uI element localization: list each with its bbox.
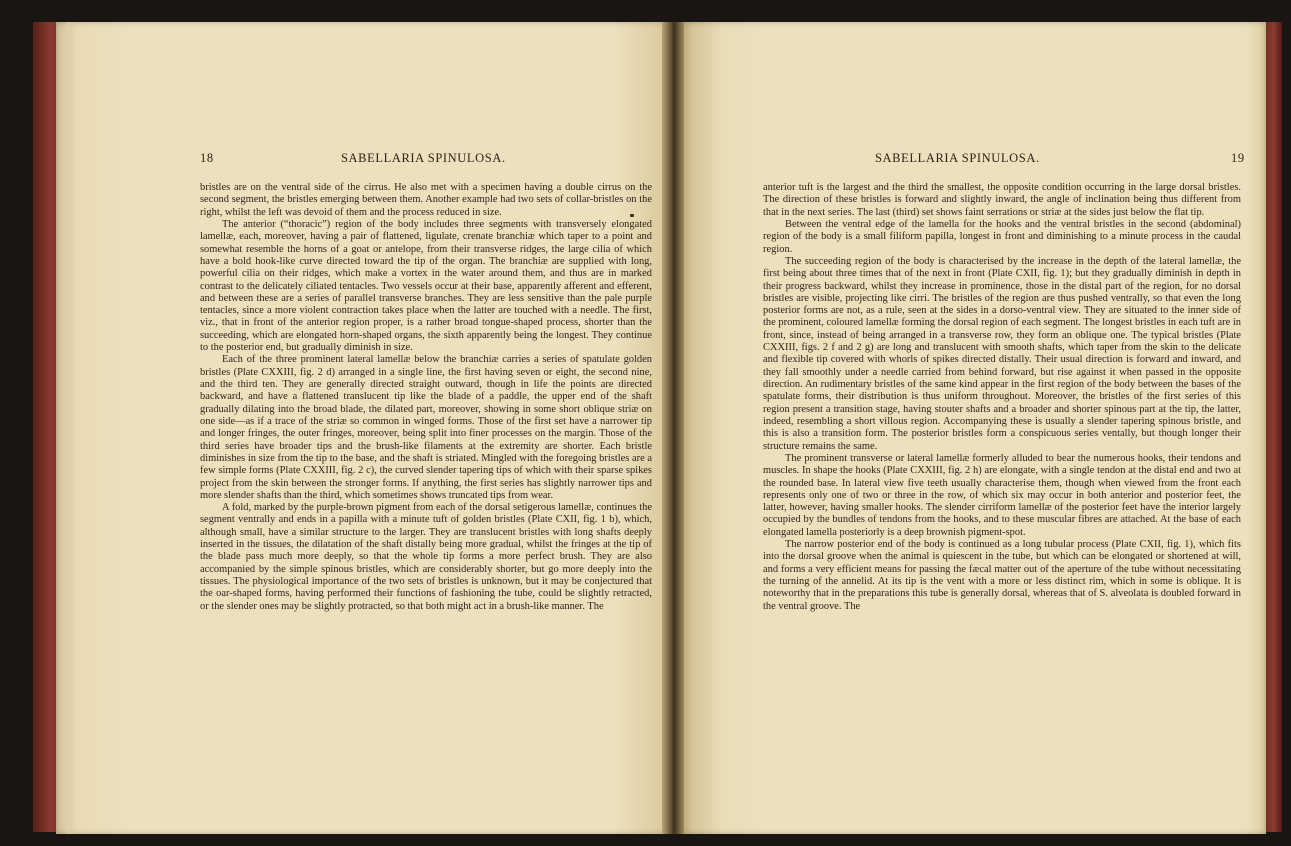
paragraph: The prominent transverse or lateral lamellæ formerly alluded to bear the numerous hooks, their tendons and muscles. In shape the hooks (Plate CXXIII, fig. 2 h) are elongate, with a single tendon at the distal end and two at the rounded base. In lateral view five teeth usually characterise them, though when viewed from the front each represents only one of two or three in the row, of which six may occur in both anterior and posterior feet, the latter, however, having smaller hooks. The slender cirriform lamellæ of the posterior feet have the interior largely occupied by the bundles of tendons from the hooks, and to these muscular fibres are attached. At the base of each elongated lamella posteriorly is a deep brownish pigment-spot. bbox=[763, 452, 1241, 538]
paragraph: The anterior (“thoracic”) region of the body includes three segments with transversely elongated lamellæ, each, moreover, having a pair of flattened, ligulate, crenate branchiæ which taper to a point and somewhat resemble the horns of a goat or antelope, from their transverse ridges, the large cilia of which have a bold hook-like curve directed toward the tip of the organ. The branchiæ are supplied with long, powerful cilia on their ridges, which make a vortex in the water around them, and thus are in marked contrast to the delicately ciliated tentacles. Two vessels occur at their base, apparently afferent and efferent, and between these are a series of parallel transverse branches. They are less sensitive than the pale purple tentacles, since a more violent contraction takes place when the latter are touched with a needle. The first, viz., that in front of the anterior region proper, is a rather broad tongue-shaped process, shorter than the succeeding, which are elongated horn-shaped organs, the sixth apparently being the longest. They continue to the posterior end, but gradually diminish in size. bbox=[200, 218, 652, 354]
left-page-body bbox=[200, 182, 652, 613]
right-page-body bbox=[763, 182, 1241, 613]
left-page bbox=[56, 22, 674, 834]
paragraph: The narrow posterior end of the body is continued as a long tubular process (Plate CXII, fig. 1), which fits into the dorsal groove when the animal is quiescent in the tube, but which can be elongated or shortened at will, and forms a very efficient means for passing the fæcal matter out of the aperture of the tube without necessitating the turning of the annelid. At its tip is the vent with a more or less distinct rim, which in some is oblique. It is noteworthy that in the preparations this tube is generally dorsal, whereas that of S. alveolata is doubled forward in the ventral groove. The bbox=[763, 539, 1241, 612]
left-page-number: 18 bbox=[200, 151, 214, 165]
paragraph: bristles are on the ventral side of the cirrus. He also met with a specimen having a double cirrus on the second segment, the bristles emerging between them. Another example had two sets of collar-bristles on the right, whilst the left was devoid of them and the process reduced in size. bbox=[200, 182, 652, 218]
right-page-header bbox=[677, 151, 1266, 167]
paragraph: Each of the three prominent lateral lamellæ below the branchiæ carries a series of spatulate golden bristles (Plate CXXIII, fig. 2 d) arranged in a single line, the first having seven or eight, the second nine, and the third ten. They are generally directed straight outward, though in life the points are directed backward, and have a flattened translucent tip like the blade of a paddle, the upper end of the shaft gradually dilating into the broad blade, the dilated part, moreover, showing in some short oblique striæ on one side—as if a trace of the striæ so common in winged forms. Those of the first set have a narrower tip and longer fringes, the outer fringes, moreover, being split into finer processes on the margin. Those of the third series have broader tips and the brush-like filaments at the extremity are shorter. Each bristle diminishes in size from the tip to the base, and the shaft is striated. Mingled with the foregoing bristles are a few simple forms (Plate CXXIII, fig. 2 c), the curved slender tapering tips of which with their sparse spikes project from the skin between the stronger forms. If anything, the first series has slightly narrower tips and more slender shafts than the third, which sometimes shows truncated tips from wear. bbox=[200, 354, 652, 501]
book-gutter bbox=[662, 22, 684, 834]
right-running-title: SABELLARIA SPINULOSA. bbox=[875, 151, 1040, 165]
paragraph: Between the ventral edge of the lamella for the hooks and the ventral bristles in the second (abdominal) region of the body is a small filiform papilla, longest in front and diminishing to a minute process in the caudal region. bbox=[763, 218, 1241, 255]
right-page bbox=[677, 22, 1266, 834]
paragraph: anterior tuft is the largest and the third the smallest, the opposite condition occurring in the large dorsal bristles. The direction of these bristles is forward and slightly inward, the angle of inclination being thus different from that in the next series. The last (third) set shows faint serrations or striæ at the sides just below the flat tip. bbox=[763, 182, 1241, 218]
right-page-number: 19 bbox=[1231, 151, 1245, 165]
stacked-page-edges bbox=[66, 22, 74, 834]
left-running-title: SABELLARIA SPINULOSA. bbox=[341, 151, 506, 165]
paragraph: The succeeding region of the body is characterised by the increase in the depth of the lateral lamellæ, the first being about three times that of the next in front (Plate CXII, fig. 1); but they gradually diminish in depth in their progress backward, whilst they increase in prominence, those in the distal part of the region, for no dorsal bristles are visible, projecting like cirri. The bristles of the region are thus pushed ventrally, so that even the long posterior forms are not, as a rule, seen at the sides in a dorso-ventral view. They are situated to the inner side of the prominent, coloured lamellæ forming the dorsal region of each segment. The longest bristles in each tuft are in front, since, instead of being arranged in a transverse row, they form an oblique one. The typical bristles (Plate CXXIII, figs. 2 f and 2 g) are long and translucent with smooth shafts, which taper from the skin to the delicate and flexible tip covered with whorls of spikes directed distally. Their usual direction is forward and inward, and they fall smoothly under a needle carried from behind forward, but rise against it when passed in the opposite direction. An rudimentary bristles of the same kind appear in the first region of the body between the bases of the spatulate forms, their distribution is thus uniform throughout. Moreover, the bristles of the first series of this region present a transition stage, having stouter shafts and a broader and shorter spinous part at the tip, the latter, indeed, resembling a short villous region. Accompanying these is usually a slender tapering spinous bristle, and this is also a transition form. The posterior bristles form a conspicuous series ventally, but though longer their structure remains the same. bbox=[763, 255, 1241, 452]
paragraph: A fold, marked by the purple-brown pigment from each of the dorsal setigerous lamellæ, continues the segment ventrally and ends in a papilla with a minute tuft of golden bristles (Plate CXII, fig. 1 b), which, although small, have a similar structure to the larger. They are translucent bristles with long shafts deeply inserted in the tissues, the dilatation of the shaft distally being more gradual, whilst the fringes at the tip of the blade pass much more deeply, so that the whole tip forms a more perfect brush. They are also accompanied by the simple spinous bristles, which are considerably shorter, but go more deeply into the tissues. The physiological importance of the two sets of bristles is unknown, but it may be conjectured that the oar-shaped forms, having performed their functions of fashioning the tube, could be slightly retracted, or the slender ones may be slightly protracted, so that both might act in a brush-like manner. The bbox=[200, 502, 652, 612]
left-page-header bbox=[56, 151, 674, 167]
